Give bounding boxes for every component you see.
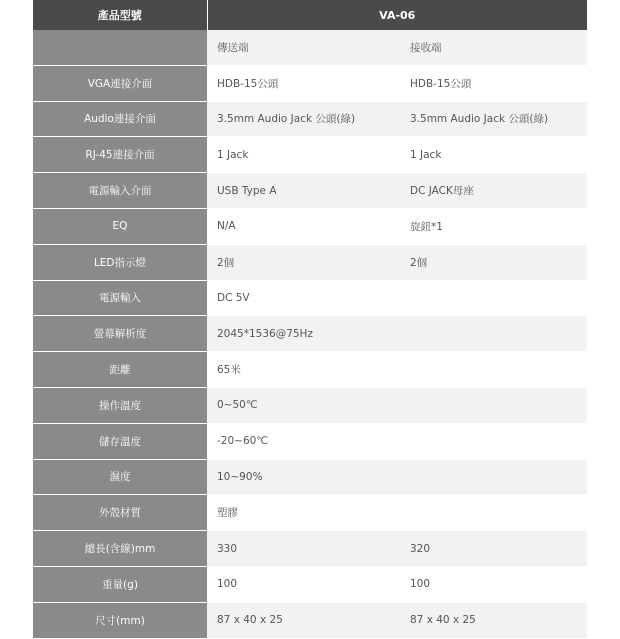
spec-label: Audio連接介面 xyxy=(33,101,207,137)
spec-sender-value: 87 x 40 x 25 xyxy=(207,602,400,638)
spec-row xyxy=(33,387,587,423)
spec-row xyxy=(33,316,587,352)
spec-label: 電源輸入 xyxy=(33,280,207,316)
spec-label: 尺寸(mm) xyxy=(33,602,207,638)
spec-row xyxy=(33,602,587,638)
subheader-row xyxy=(33,30,587,65)
spec-value: 塑膠 xyxy=(207,495,587,531)
spec-sender-value: 1 Jack xyxy=(207,137,400,173)
spec-receiver-value: 87 x 40 x 25 xyxy=(400,602,587,638)
spec-label: 距離 xyxy=(33,352,207,388)
receiver-column-header: 接收端 xyxy=(400,30,587,65)
spec-label: EQ xyxy=(33,208,207,244)
spec-receiver-value: 100 xyxy=(400,566,587,602)
spec-row xyxy=(33,137,587,173)
spec-receiver-value: 2個 xyxy=(400,244,587,280)
spec-sender-value: N/A xyxy=(207,208,400,244)
spec-receiver-value: HDB-15公頭 xyxy=(400,65,587,101)
sender-column-header: 傳送端 xyxy=(207,30,400,65)
product-model-value: VA-06 xyxy=(207,0,587,30)
spec-sender-value: 3.5mm Audio Jack 公頭(綠) xyxy=(207,101,400,137)
header-row xyxy=(33,0,587,30)
spec-label: RJ-45連接介面 xyxy=(33,137,207,173)
spec-label: 濕度 xyxy=(33,459,207,495)
spec-label: 總長(含線)mm xyxy=(33,531,207,567)
spec-receiver-value: 旋鈕*1 xyxy=(400,208,587,244)
spec-label: LED指示燈 xyxy=(33,244,207,280)
spec-row xyxy=(33,531,587,567)
spec-row xyxy=(33,423,587,459)
spec-row xyxy=(33,495,587,531)
spec-value: 65米 xyxy=(207,352,587,388)
spec-table xyxy=(33,0,587,639)
spec-label: 重量(g) xyxy=(33,566,207,602)
spec-sender-value: HDB-15公頭 xyxy=(207,65,400,101)
spec-label: 操作溫度 xyxy=(33,387,207,423)
spec-value: 2045*1536@75Hz xyxy=(207,316,587,352)
spec-row xyxy=(33,352,587,388)
spec-label: 儲存溫度 xyxy=(33,423,207,459)
spec-sender-value: USB Type A xyxy=(207,173,400,209)
spec-row xyxy=(33,173,587,209)
spec-receiver-value: DC JACK母座 xyxy=(400,173,587,209)
spec-receiver-value: 3.5mm Audio Jack 公頭(綠) xyxy=(400,101,587,137)
spec-row xyxy=(33,208,587,244)
spec-row xyxy=(33,101,587,137)
subheader-blank-cell xyxy=(33,30,207,65)
spec-sender-value: 330 xyxy=(207,531,400,567)
spec-label: 螢幕解析度 xyxy=(33,316,207,352)
spec-row xyxy=(33,459,587,495)
spec-row xyxy=(33,566,587,602)
spec-value: 10~90% xyxy=(207,459,587,495)
spec-sender-value: 2個 xyxy=(207,244,400,280)
spec-receiver-value: 1 Jack xyxy=(400,137,587,173)
spec-label: 電源輸入介面 xyxy=(33,173,207,209)
spec-label: VGA連接介面 xyxy=(33,65,207,101)
spec-row xyxy=(33,65,587,101)
product-model-label: 產品型號 xyxy=(33,0,207,30)
spec-label: 外殼材質 xyxy=(33,495,207,531)
spec-row xyxy=(33,280,587,316)
spec-receiver-value: 320 xyxy=(400,531,587,567)
spec-value: DC 5V xyxy=(207,280,587,316)
spec-table-body xyxy=(33,0,587,638)
spec-sender-value: 100 xyxy=(207,566,400,602)
spec-value: 0~50℃ xyxy=(207,387,587,423)
spec-value: -20~60℃ xyxy=(207,423,587,459)
spec-row xyxy=(33,244,587,280)
